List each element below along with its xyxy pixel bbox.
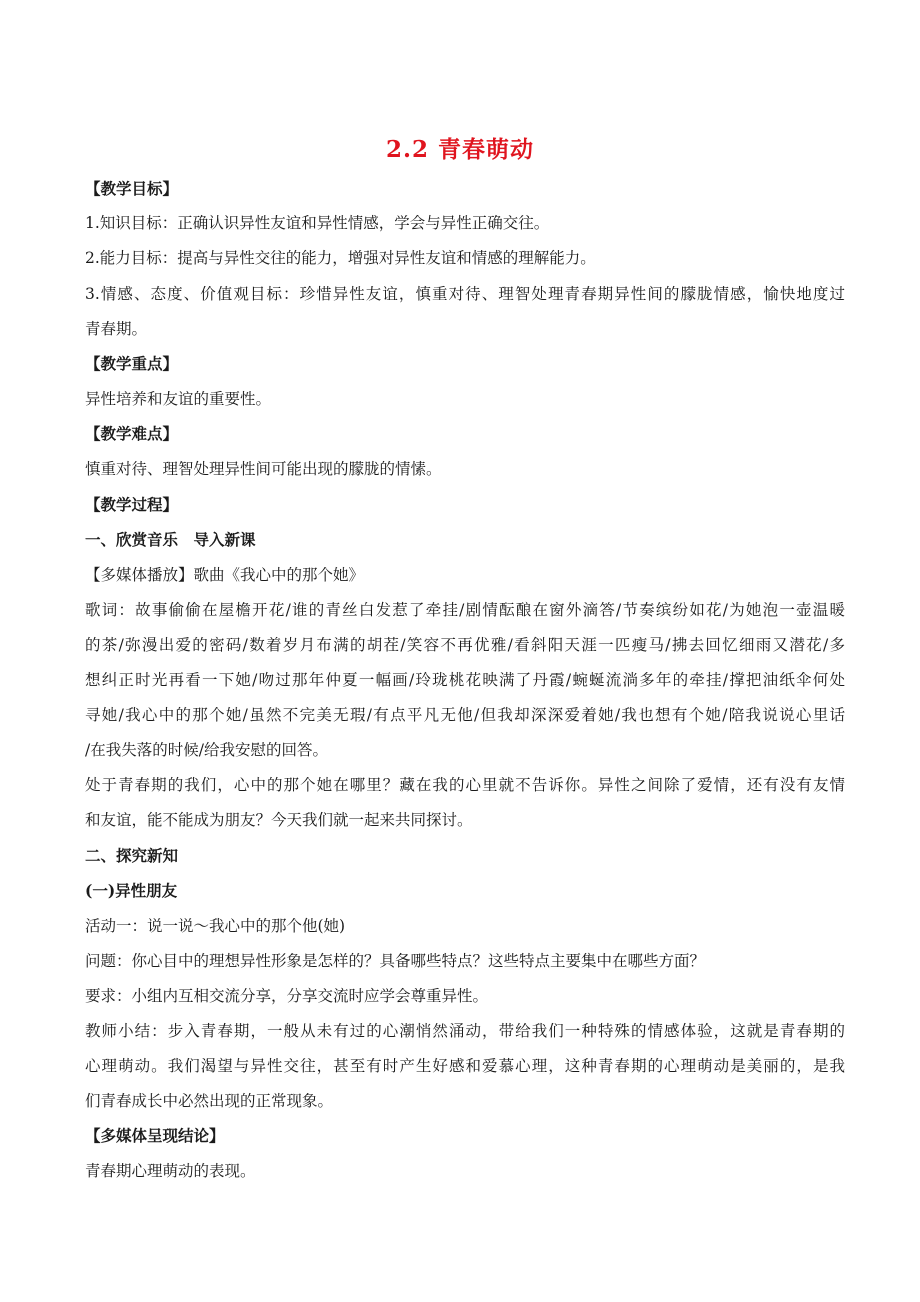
section-heading: 【教学过程】 bbox=[85, 495, 179, 514]
section-heading: (一)异性朋友 bbox=[85, 881, 178, 900]
section-heading: 【教学目标】 bbox=[85, 179, 179, 198]
section-heading: 【多媒体呈现结论】 bbox=[85, 1126, 225, 1145]
text-line: 1.知识目标：正确认识异性友谊和异性情感，学会与异性正确交往。 bbox=[85, 214, 550, 232]
text-line: /在我失落的时候/给我安慰的回答。 bbox=[85, 741, 328, 759]
section-heading: 二、探究新知 bbox=[85, 846, 179, 865]
text-line: 教师小结：步入青春期，一般从未有过的心潮悄然涌动，带给我们一种特殊的情感体验，这就是青春期的 bbox=[85, 1022, 845, 1040]
text-line: 青春期。 bbox=[85, 320, 148, 338]
text-line: 歌词：故事偷偷在屋檐开花/谁的青丝白发惹了牵挂/剧情酝酿在窗外滴答/节奏缤纷如花/为她泡一壶温暖 bbox=[85, 601, 845, 619]
text-line: 活动一：说一说～我心中的那个他(她) bbox=[85, 917, 346, 935]
text-line: 的茶/弥漫出爱的密码/数着岁月布满的胡茬/笑容不再优雅/看斜阳天涯一匹瘦马/拂去回忆细雨又潜花/多 bbox=[85, 636, 845, 654]
text-line: 异性培养和友谊的重要性。 bbox=[85, 390, 272, 408]
text-line: 【多媒体播放】歌曲《我心中的那个她》 bbox=[85, 566, 365, 584]
text-line: 慎重对待、理智处理异性间可能出现的朦胧的情愫。 bbox=[85, 460, 442, 478]
section-heading: 【教学重点】 bbox=[85, 354, 179, 373]
text-line: 和友谊，能不能成为朋友？今天我们就一起来共同探讨。 bbox=[85, 811, 473, 829]
text-line: 心理萌动。我们渴望与异性交往，甚至有时产生好感和爱慕心理，这种青春期的心理萌动是美丽的，是我 bbox=[85, 1057, 845, 1075]
text-line: 寻她/我心中的那个她/虽然不完美无瑕/有点平凡无他/但我却深深爱着她/我也想有个她/陪我说说心里话 bbox=[85, 706, 845, 724]
section-heading: 一、欣赏音乐 导入新课 bbox=[85, 530, 256, 549]
text-line: 问题：你心目中的理想异性形象是怎样的？具备哪些特点？这些特点主要集中在哪些方面？ bbox=[85, 952, 706, 970]
text-line: 们青春成长中必然出现的正常现象。 bbox=[85, 1092, 334, 1110]
text-line: 想纠正时光再看一下她/吻过那年仲夏一幅画/玲珑桃花映满了丹霞/蜿蜒流淌多年的牵挂/撑把油纸伞何处 bbox=[85, 671, 845, 689]
text-line: 要求：小组内互相交流分享，分享交流时应学会尊重异性。 bbox=[85, 987, 489, 1005]
text-line: 3.情感、态度、价值观目标：珍惜异性友谊，慎重对待、理智处理青春期异性间的朦胧情感，愉快地度过 bbox=[85, 285, 845, 303]
text-line: 青春期心理萌动的表现。 bbox=[85, 1162, 256, 1180]
text-line: 处于青春期的我们，心中的那个她在哪里？藏在我的心里就不告诉你。异性之间除了爱情，还有没有友情 bbox=[85, 776, 845, 794]
section-heading: 【教学难点】 bbox=[85, 424, 179, 443]
document-title: 2.2 青春萌动 bbox=[385, 136, 535, 163]
text-line: 2.能力目标：提高与异性交往的能力，增强对异性友谊和情感的理解能力。 bbox=[85, 249, 596, 267]
